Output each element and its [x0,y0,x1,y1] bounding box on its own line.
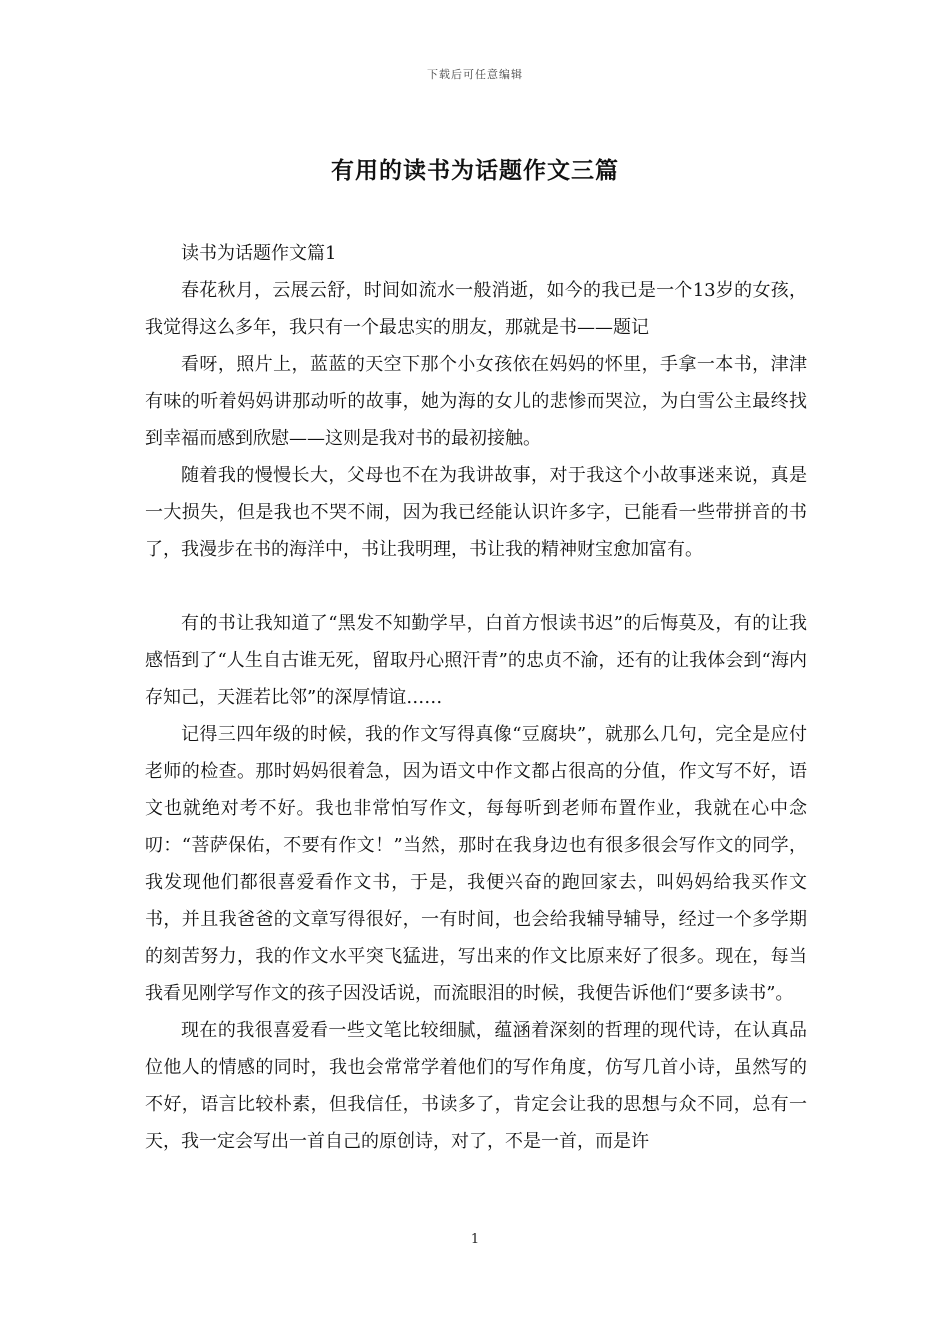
document-title: 有用的读书为话题作文三篇 [331,157,619,184]
body-paragraph: 有的书让我知道了“黑发不知勤学早，白首方恨读书迟”的后悔莫及，有的让我感悟到了“人生自古谁无死，留取丹心照汗青”的忠贞不渝，还有的让我体会到“海内存知己，天涯若比邻”的深厚情谊…… [145,613,807,708]
body-paragraph: 现在的我很喜爱看一些文笔比较细腻，蕴涵着深刻的哲理的现代诗，在认真品位他人的情感的同时，我也会常常学着他们的写作角度，仿写几首小诗，虽然写的不好，语言比较朴素，但我信任，书读多了，肯定会让我的思想与众不同，总有一天，我一定会写出一首自己的原创诗，对了，不是一首，而是许 [145,1020,807,1152]
document-body [145,235,807,1160]
page-number: 1 [470,1232,480,1247]
header-note: 下载后可任意编辑 [427,68,523,81]
body-paragraph: 随着我的慢慢长大，父母也不在为我讲故事，对于我这个小故事迷来说，真是一大损失，但是我也不哭不闹，因为我已经能认识许多字，已能看一些带拼音的书了，我漫步在书的海洋中，书让我明理，书让我的精神财宝愈加富有。 [145,465,807,560]
section-heading: 读书为话题作文篇1 [181,243,337,264]
body-paragraph: 春花秋月，云展云舒，时间如流水一般消逝，如今的我已是一个13岁的女孩，我觉得这么多年，我只有一个最忠实的朋友，那就是书——题记 [145,280,807,338]
body-paragraph: 记得三四年级的时候，我的作文写得真像“豆腐块”，就那么几句，完全是应付老师的检查。那时妈妈很着急，因为语文中作文都占很高的分值，作文写不好，语文也就绝对考不好。我也非常怕写作文，每每听到老师布置作业，我就在心中念叨：“菩萨保佑，不要有作文！”当然，那时在我身边也有很多很会写作文的同学，我发现他们都很喜爱看作文书，于是，我便兴奋的跑回家去，叫妈妈给我买作文书，并且我爸爸的文章写得很好，一有时间，也会给我辅导辅导，经过一个多学期的刻苦努力，我的作文水平突飞猛进，写出来的作文比原来好了很多。现在，每当我看见刚学写作文的孩子因没话说，而流眼泪的时候，我便告诉他们“要多读书”。 [145,724,807,1004]
body-paragraph: 看呀，照片上，蓝蓝的天空下那个小女孩依在妈妈的怀里，手拿一本书，津津有味的听着妈妈讲那动听的故事，她为海的女儿的悲惨而哭泣，为白雪公主最终找到幸福而感到欣慰——这则是我对书的最初接触。 [145,354,807,449]
